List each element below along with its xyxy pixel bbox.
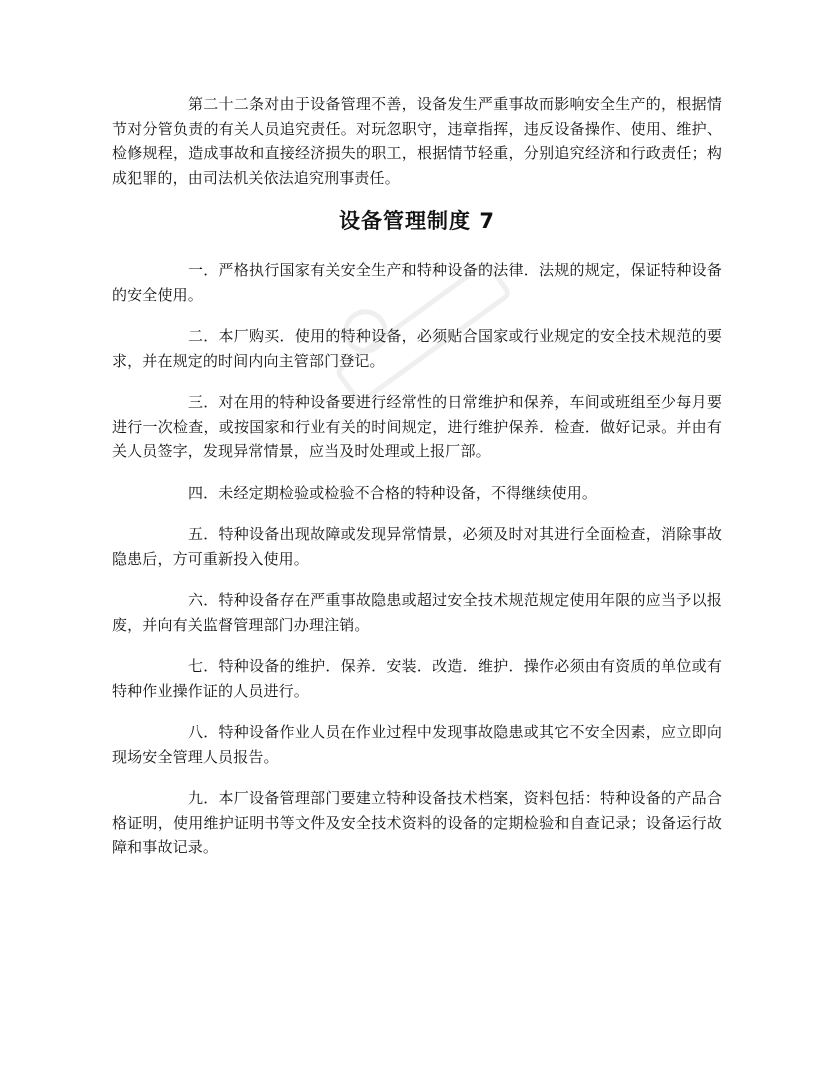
rule-item-5: 五．特种设备出现故障或发现异常情景，必须及时对其进行全面检查，消除事故隐患后，方可重新投入使用。: [112, 525, 722, 568]
rule-item-2: 二．本厂购买．使用的特种设备，必须贴合国家或行业规定的安全技术规范的要求，并在规定的时间内向主管部门登记。: [112, 327, 722, 370]
rule-item-6: 六．特种设备存在严重事故隐患或超过安全技术规范规定使用年限的应当予以报废，并向有关监督管理部门办理注销。: [112, 591, 722, 634]
rule-item-1: 一．严格执行国家有关安全生产和特种设备的法律．法规的规定，保证特种设备的安全使用。: [112, 261, 722, 304]
rule-item-9: 九．本厂设备管理部门要建立特种设备技术档案，资料包括：特种设备的产品合格证明，使用维护证明书等文件及安全技术资料的设备的定期检验和自查记录；设备运行故障和事故记录。: [112, 789, 722, 856]
section-title: 设备管理制度 7: [339, 209, 495, 233]
rule-item-8: 八．特种设备作业人员在作业过程中发现事故隐患或其它不安全因素，应立即向现场安全管理人员报告。: [112, 723, 722, 766]
rule-item-4: 四．未经定期检验或检验不合格的特种设备，不得继续使用。: [188, 483, 598, 502]
intro-paragraph: 第二十二条对由于设备管理不善，设备发生严重事故而影响安全生产的，根据情节对分管负责的有关人员追究责任。对玩忽职守，违章指挥，违反设备操作、使用、维护、检修规程，造成事故和直接经济损失的职工，根据情节轻重，分别追究经济和行政责任；构成犯罪的，由司法机关依法追究刑事责任。: [112, 95, 722, 187]
rule-item-7: 七．特种设备的维护．保养．安装．改造．维护．操作必须由有资质的单位或有特种作业操作证的人员进行。: [112, 657, 722, 700]
document-content: [112, 92, 722, 877]
rule-item-3: 三．对在用的特种设备要进行经常性的日常维护和保养，车间或班组至少每月要进行一次检查，或按国家和行业有关的时间规定，进行维护保养．检查．做好记录。并由有关人员签字，发现异常情景，应当及时处理或上报厂部。: [112, 393, 722, 460]
